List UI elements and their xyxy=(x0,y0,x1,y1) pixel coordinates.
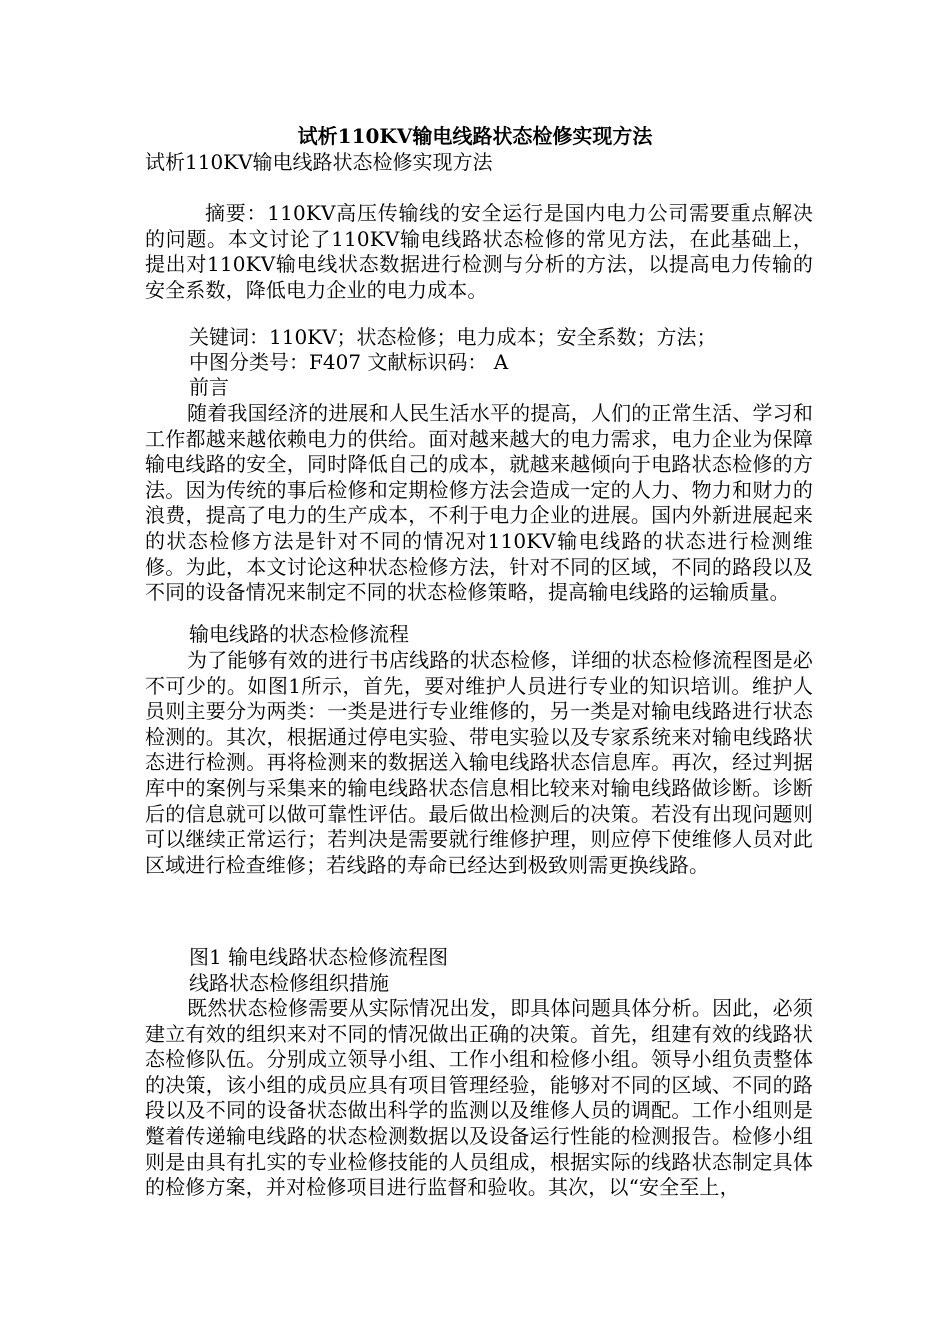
preface-paragraph: 随着我国经济的进展和人民生活水平的提高，人们的正常生活、学习和工作都越来越依赖电力的供给。面对越来越大的电力需求，电力企业为保障输电线路的安全，同时降低自己的成本，就越来越倾向于电路状态检修的方法。因为传统的事后检修和定期检修方法会造成一定的人力、物力和财力的浪费，提高了电力的生产成本，不利于电力企业的进展。国内外新进展起来的状态检修方法是针对不同的情况对110KV输电线路的状态进行检测维修。为此，本文讨论这种状态检修方法，针对不同的区域，不同的路段以及不同的设备情况来制定不同的状态检修策略，提高输电线路的运输质量。 xyxy=(145,401,813,605)
preface-heading: 前言 xyxy=(189,375,229,399)
section2-paragraph: 既然状态检修需要从实际情况出发，即具体问题具体分析。因此，必须建立有效的组织来对不同的情况做出正确的决策。首先，组建有效的线路状态检修队伍。分别成立领导小组、工作小组和检修小组。领导小组负责整体的决策，该小组的成员应具有项目管理经验，能够对不同的区域、不同的路段以及不同的设备状态做出科学的监测以及维修人员的调配。工作小组则是蹩着传递输电线路的状态检测数据以及设备运行性能的检测报告。检修小组则是由具有扎实的专业检修技能的人员组成，根据实际的线路状态制定具体的检修方案，并对检修项目进行监督和验收。其次，以“安全至上， xyxy=(145,996,813,1200)
document-subtitle: 试析110KV输电线路状态检修实现方法 xyxy=(145,150,493,174)
document-title: 试析110KV输电线路状态检修实现方法 xyxy=(297,124,653,148)
section1-heading: 输电线路的状态检修流程 xyxy=(189,622,409,646)
abstract-paragraph: 摘要：110KV高压传输线的安全运行是国内电力公司需要重点解决的问题。本文讨论了110KV输电线路状态检修的常见方法，在此基础上，提出对110KV输电线状态数据进行检测与分析的方法，以提高电力传输的安全系数，降低电力企业的电力成本。 xyxy=(145,201,813,302)
classification-line: 中图分类号：F407 文献标识码： A xyxy=(189,350,509,374)
section1-paragraph: 为了能够有效的进行书店线路的状态检修，详细的状态检修流程图是必不可少的。如图1所示，首先，要对维护人员进行专业的知识培训。维护人员则主要分为两类：一类是进行专业维修的，另一类是对输电线路进行状态检测的。其次，根据通过停电实验、带电实验以及专家系统来对输电线路状态进行检测。再将检测来的数据送入输电线路状态信息库。再次，经过判据库中的案例与采集来的输电线路状态信息相比较来对输电线路做诊断。诊断后的信息就可以做可靠性评估。最后做出检测后的决策。若没有出现问题则可以继续正常运行；若判决是需要就行维修护理，则应停下使维修人员对此区域进行检查维修；若线路的寿命已经达到极致则需更换线路。 xyxy=(145,648,813,877)
keywords-line: 关键词：110KV；状态检修；电力成本；安全系数；方法； xyxy=(189,325,717,349)
figure-caption: 图1 输电线路状态检修流程图 xyxy=(189,945,449,969)
section2-heading: 线路状态检修组织措施 xyxy=(189,971,389,995)
